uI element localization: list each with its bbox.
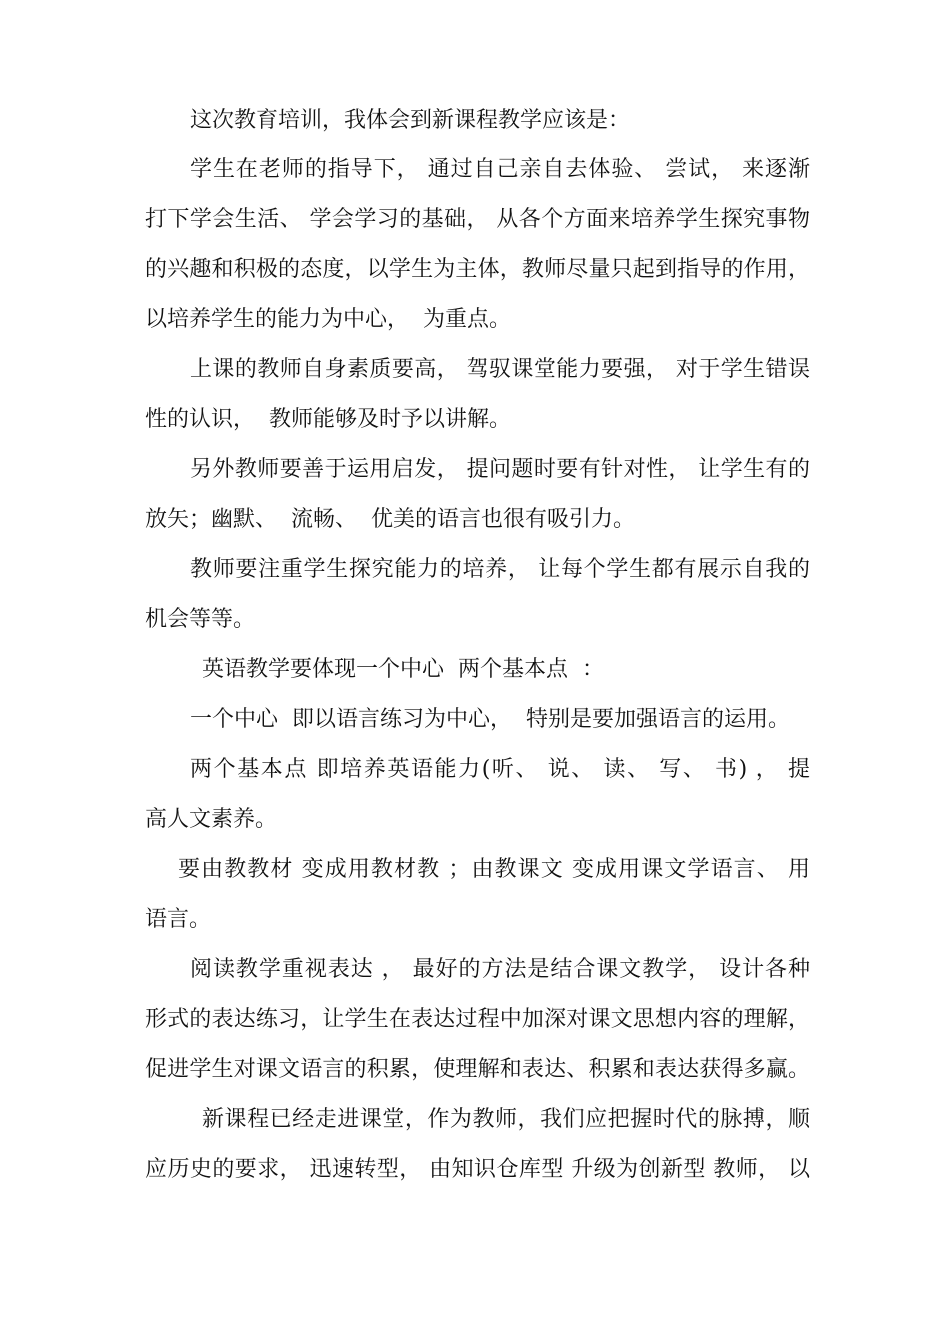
paragraph-1-line-1: 这次教育培训，我体会到新课程教学应该是： <box>190 108 631 133</box>
paragraph-9-line-1: 要由教教材 变成用教材教 ；由教课文 变成用课文学语言、 用 <box>178 857 810 882</box>
paragraph-9-line-2: 语言。 <box>145 907 212 932</box>
paragraph-11-line-2: 应历史的要求， 迅速转型， 由知识仓库型 升级为创新型 教师， 以 <box>145 1157 810 1182</box>
paragraph-5-line-1: 教师要注重学生探究能力的培养， 让每个学生都有展示自我的 <box>190 557 810 582</box>
paragraph-2-line-1: 学生在老师的指导下， 通过自己亲自去体验、 尝试， 来逐渐 <box>190 157 810 182</box>
paragraph-2-line-2: 打下学会生活、 学会学习的基础， 从各个方面来培养学生探究事物 <box>145 207 810 232</box>
paragraph-2-line-3: 的兴趣和积极的态度，以学生为主体，教师尽量只起到指导的作用， <box>145 257 810 282</box>
paragraph-3-line-1: 上课的教师自身素质要高， 驾驭课堂能力要强， 对于学生错误 <box>190 357 810 382</box>
paragraph-8-line-2: 高人文素养。 <box>145 807 278 832</box>
paragraph-10-line-3: 促进学生对课文语言的积累，使理解和表达、积累和表达获得多赢。 <box>145 1057 810 1082</box>
paragraph-8-line-1: 两个基本点 即培养英语能力(听、 说、 读、 写、 书) ， 提 <box>190 757 810 782</box>
paragraph-10-line-1: 阅读教学重视表达 ， 最好的方法是结合课文教学， 设计各种 <box>190 957 810 982</box>
paragraph-4-line-1: 另外教师要善于运用启发， 提问题时要有针对性， 让学生有的 <box>190 457 810 482</box>
paragraph-6-line-1: 英语教学要体现一个中心 两个基本点 ： <box>202 657 604 682</box>
paragraph-10-line-2: 形式的表达练习，让学生在表达过程中加深对课文思想内容的理解， <box>145 1007 810 1032</box>
paragraph-4-line-2: 放矢；幽默、 流畅、 优美的语言也很有吸引力。 <box>145 507 635 532</box>
paragraph-7-line-1: 一个中心 即以语言练习为中心， 特别是要加强语言的运用。 <box>190 707 790 732</box>
paragraph-2-line-4: 以培养学生的能力为中心， 为重点。 <box>145 307 511 332</box>
paragraph-5-line-2: 机会等等。 <box>145 607 256 632</box>
paragraph-11-line-1: 新课程已经走进课堂，作为教师，我们应把握时代的脉搏，顺 <box>202 1107 810 1132</box>
paragraph-3-line-2: 性的认识， 教师能够及时予以讲解。 <box>145 407 511 432</box>
